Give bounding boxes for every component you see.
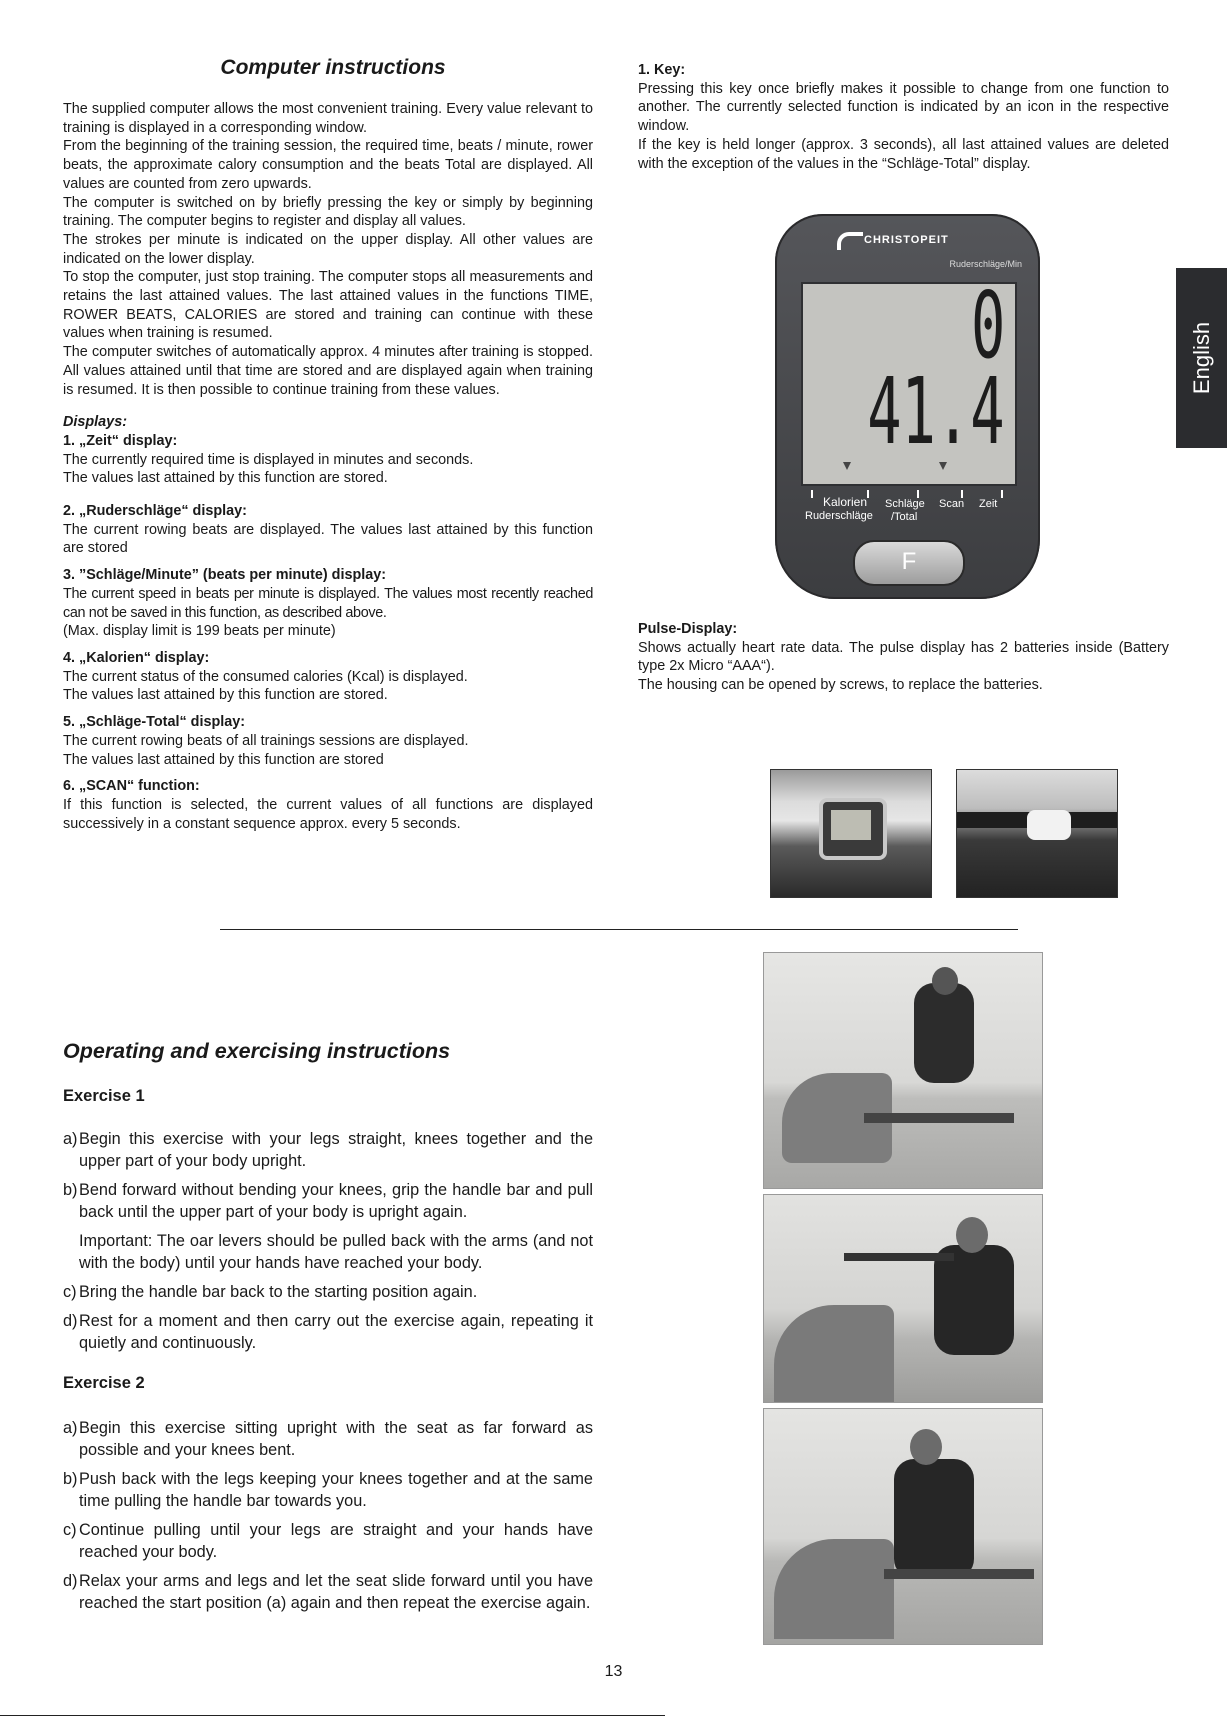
lower-display-value: 41.4 bbox=[867, 358, 1005, 465]
indicator-arrow-icon bbox=[939, 462, 947, 470]
key-paragraph: If the key is held longer (approx. 3 seconds), all last attained values are deleted with the exception of the values in the “Schläge-Total” display. bbox=[638, 136, 1169, 172]
exercise-step bbox=[63, 1468, 593, 1512]
display-item-line: If this function is selected, the current values of all functions are displayed successively in a constant sequence approx. every 5 seconds. bbox=[63, 796, 593, 832]
pulse-display-photo bbox=[770, 769, 932, 898]
exercise-step bbox=[63, 1281, 593, 1303]
key-paragraph: Pressing this key once briefly makes it possible to change from one function to another. The currently selected function is indicated by an icon in the respective window. bbox=[638, 80, 1169, 135]
step-text: Rest for a moment and then carry out the exercise again, repeating it quietly and continuously. bbox=[79, 1312, 593, 1352]
exercise-step bbox=[63, 1179, 593, 1223]
exercise-1-heading: Exercise 1 bbox=[63, 1087, 145, 1105]
display-item-line: The values last attained by this function are stored bbox=[63, 751, 384, 768]
brand-logo-icon bbox=[837, 232, 863, 250]
step-marker: d) bbox=[63, 1572, 78, 1590]
step-text: Continue pulling until your legs are straight and your hands have reached your body. bbox=[79, 1521, 593, 1561]
step-text: Begin this exercise sitting upright with the seat as far forward as possible and your knees bent. bbox=[79, 1419, 593, 1459]
exercise-photo-3 bbox=[763, 1408, 1043, 1645]
key-section bbox=[638, 61, 1169, 173]
computer-paragraph: The computer switches of automatically approx. 4 minutes after training is stopped. All values attained until that time are stored and are displayed again when training is resumed. It is then possible to continue training from these values. bbox=[63, 344, 593, 398]
computer-instructions-section bbox=[63, 56, 593, 833]
footer-line bbox=[0, 1715, 665, 1716]
computer-display-illustration bbox=[775, 214, 1040, 599]
display-item-line: (Max. display limit is 199 beats per minute) bbox=[63, 623, 336, 640]
step-text: Bring the handle bar back to the starting position again. bbox=[79, 1283, 478, 1301]
pulse-section bbox=[638, 620, 1169, 695]
language-tab bbox=[1176, 268, 1227, 448]
display-item-title: 3. ”Schläge/Minute” (beats per minute) display: bbox=[63, 567, 387, 584]
step-marker: b) bbox=[63, 1181, 78, 1199]
section-divider bbox=[220, 929, 1018, 930]
pulse-sensor-photo bbox=[956, 769, 1118, 898]
exercise-1-steps bbox=[63, 1128, 593, 1361]
exercise-note: Important: The oar levers should be pulled back with the arms (and not with the body) until your hands have reached your body. bbox=[79, 1232, 593, 1272]
pulse-paragraph: Shows actually heart rate data. The pulse display has 2 batteries inside (Battery type 2x Micro “AAA“). bbox=[638, 639, 1169, 675]
display-item-line: The current rowing beats are displayed. The values last attained by this function are stored bbox=[63, 521, 593, 557]
function-key-button[interactable] bbox=[853, 540, 965, 586]
display-item-title: 1. „Zeit“ display: bbox=[63, 432, 178, 449]
fn-label-schlaege: Schläge bbox=[885, 498, 925, 510]
step-marker: c) bbox=[63, 1283, 77, 1301]
step-text: Relax your arms and legs and let the seat slide forward until you have reached the start position (a) again and then repeat the exercise again. bbox=[79, 1572, 593, 1612]
fn-label-ruderschlaege: Ruderschläge bbox=[805, 510, 873, 522]
step-text: Bend forward without bending your knees, grip the handle bar and pull back until the upper part of your body is upright again. bbox=[79, 1181, 593, 1221]
display-item-line: The values last attained by this function are stored. bbox=[63, 687, 388, 704]
exercise-2-heading: Exercise 2 bbox=[63, 1374, 145, 1392]
computer-paragraph: The computer is switched on by briefly pressing the key or simply by beginning training. The computer begins to register and display all values. bbox=[63, 194, 593, 230]
device-top-label: Ruderschläge/Min bbox=[949, 259, 1022, 269]
computer-paragraph: To stop the computer, just stop training. The computer stops all measurements and retains the last attained values. The last attained values in the functions TIME, ROWER BEATS, CALORIES are stored and training can continue with these values when training is resumed. bbox=[63, 269, 593, 342]
display-item-line: The values last attained by this function are stored. bbox=[63, 470, 388, 487]
fn-label-kalorien: Kalorien bbox=[823, 495, 868, 509]
function-labels bbox=[805, 496, 1025, 536]
pulse-paragraph: The housing can be opened by screws, to replace the batteries. bbox=[638, 677, 1043, 694]
displays-heading: Displays: bbox=[63, 414, 127, 431]
key-title: 1. Key: bbox=[638, 62, 686, 78]
display-item-title: 6. „SCAN“ function: bbox=[63, 778, 200, 795]
language-tab-label: English bbox=[1188, 321, 1214, 395]
exercise-photo-1 bbox=[763, 952, 1043, 1189]
step-marker: b) bbox=[63, 1470, 78, 1488]
fn-label-total: /Total bbox=[891, 511, 918, 523]
step-marker: c) bbox=[63, 1521, 77, 1539]
step-marker: d) bbox=[63, 1312, 78, 1330]
exercise-step bbox=[63, 1519, 593, 1563]
display-item-line: The currently required time is displayed in minutes and seconds. bbox=[63, 451, 474, 468]
exercise-step bbox=[63, 1128, 593, 1172]
upper-display-value: 0 bbox=[970, 272, 1005, 379]
display-item-title: 5. „Schläge-Total“ display: bbox=[63, 714, 246, 731]
display-item-title: 2. „Ruderschläge“ display: bbox=[63, 503, 247, 520]
computer-paragraph: The supplied computer allows the most convenient training. Every value relevant to training is displayed in a corresponding window. bbox=[63, 101, 593, 136]
computer-paragraph: The strokes per minute is indicated on the upper display. All other values are indicated on the lower display. bbox=[63, 231, 593, 267]
pulse-sensor-icon bbox=[1027, 810, 1071, 840]
indicator-arrow-icon bbox=[843, 462, 851, 470]
exercise-step bbox=[63, 1417, 593, 1461]
step-marker: a) bbox=[63, 1419, 78, 1437]
step-text: Push back with the legs keeping your knees together and at the same time pulling the handle bar towards you. bbox=[79, 1470, 593, 1510]
exercise-2-steps bbox=[63, 1417, 593, 1621]
fn-label-zeit: Zeit bbox=[979, 498, 998, 510]
brand-name: CHRISTOPEIT bbox=[864, 234, 949, 246]
pulse-title: Pulse-Display: bbox=[638, 621, 738, 637]
display-item-line: The current speed in beats per minute is displayed. The values most recently reached can not be saved in this function, as described above. bbox=[63, 585, 593, 621]
fn-label-scan: Scan bbox=[939, 498, 965, 510]
display-item-line: The current rowing beats of all trainings sessions are displayed. bbox=[63, 732, 469, 749]
exercise-step bbox=[63, 1310, 593, 1354]
exercise-step bbox=[63, 1570, 593, 1614]
display-item-line: The current status of the consumed calories (Kcal) is displayed. bbox=[63, 668, 468, 685]
display-item-title: 4. „Kalorien“ display: bbox=[63, 649, 210, 666]
computer-paragraph: From the beginning of the training session, the required time, beats / minute, rower beats, the approximate calory consumption and the beats Total are displayed. All values are counted from zero upwards. bbox=[63, 138, 593, 192]
function-key-label: F bbox=[901, 548, 917, 575]
pulse-lcd-icon bbox=[819, 798, 887, 860]
operating-title: Operating and exercising instructions bbox=[63, 1039, 451, 1063]
step-text: Begin this exercise with your legs straight, knees together and the upper part of your body upright. bbox=[79, 1130, 593, 1170]
lcd-screen bbox=[801, 272, 1017, 486]
page-number: 13 bbox=[604, 1663, 623, 1680]
step-marker: a) bbox=[63, 1130, 78, 1148]
exercise-photo-2 bbox=[763, 1194, 1043, 1403]
computer-instructions-title: Computer instructions bbox=[220, 56, 446, 79]
